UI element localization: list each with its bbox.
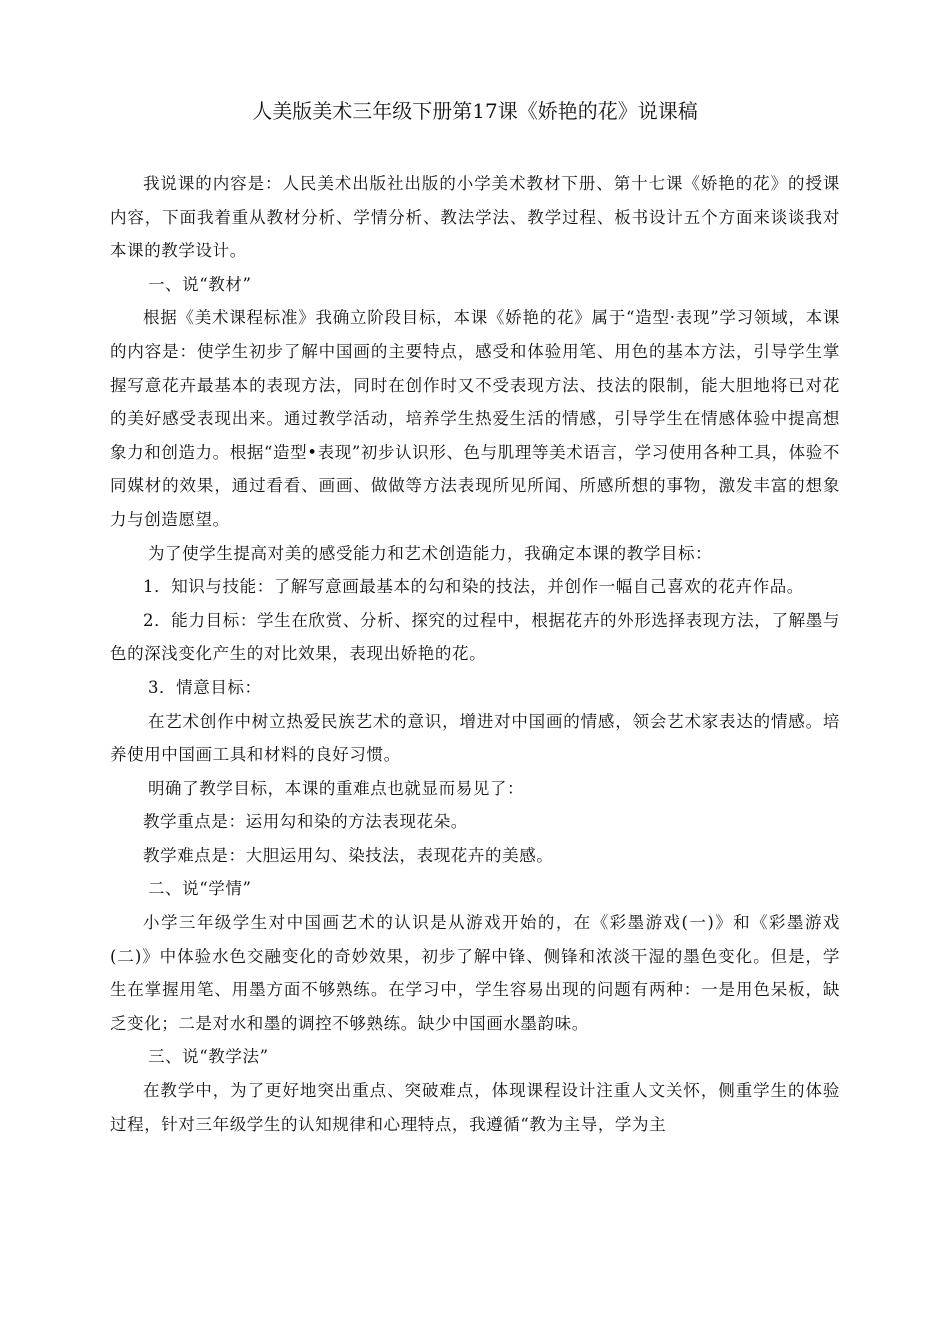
difficulty-paragraph: 教学难点是：大胆运用勾、染技法，表现花卉的美感。: [143, 845, 554, 865]
goal-knowledge-paragraph: 1．知识与技能：了解写意画最基本的勾和染的技法，并创作一幅自己喜欢的花卉作品。: [143, 577, 804, 597]
key-point-paragraph: 教学重点是：运用勾和染的方法表现花朵。: [143, 812, 468, 832]
intro-paragraph: 我说课的内容是：人民美术出版社出版的小学美术教材下册、第十七课《娇艳的花》的授课内容，下面我着重从教材分析、学情分析、教法学法、教学过程、板书设计五个方面来谈谈我对本课的教学设计。: [110, 174, 840, 261]
section-heading-methods: 三、说“教学法”: [147, 1047, 269, 1067]
key-points-intro: 明确了教学目标，本课的重难点也就显而易见了：: [147, 778, 525, 798]
methods-paragraph: 在教学中，为了更好地突出重点、突破难点，体现课程设计注重人文关怀，侧重学生的体验过程，针对三年级学生的认知规律和心理特点，我遵循“教为主导，学为主: [110, 1081, 840, 1134]
students-paragraph: 小学三年级学生对中国画艺术的认识是从游戏开始的，在《彩墨游戏(一)》和《彩墨游戏(二)》中体验水色交融变化的奇妙效果，初步了解中锋、侧锋和浓淡干湿的墨色变化。但是，学生在掌握用笔、用墨方面不够熟练。在学习中，学生容易出现的问题有两种：一是用色呆板，缺乏变化；二是对水和墨的调控不够熟练。缺少中国画水墨韵味。: [110, 913, 840, 1033]
goal-ability-paragraph: 2．能力目标：学生在欣赏、分析、探究的过程中，根据花卉的外形选择表现方法，了解墨与色的深浅变化产生的对比效果，表现出娇艳的花。: [110, 610, 840, 664]
goals-intro-paragraph: 为了使学生提高对美的感受能力和艺术创造能力，我确定本课的教学目标：: [147, 543, 713, 563]
goal-emotion-paragraph: 在艺术创作中树立热爱民族艺术的意识，增进对中国画的情感，领会艺术家表达的情感。培养使用中国画工具和材料的良好习惯。: [110, 711, 840, 765]
section-heading-students: 二、说“学情”: [147, 879, 252, 899]
document-title: 人美版美术三年级下册第17课《娇艳的花》说课稿: [252, 99, 698, 123]
textbook-paragraph: 根据《美术课程标准》我确立阶段目标，本课《娇艳的花》属于“造型·表现”学习领域，本课的内容是：使学生初步了解中国画的主要特点，感受和体验用笔、用色的基本方法，引导学生掌握写意花卉最基本的表现方法，同时在创作时又不受表现方法、技法的限制，能大胆地将已对花的美好感受表现出来。通过教学活动，培养学生热爱生活的情感，引导学生在情感体验中提高想象力和创造力。根据“造型•表现”初步认识形、色与肌理等美术语言，学习使用各种工具，体验不同媒材的效果，通过看看、画画、做做等方法表现所见所闻、所感所想的事物，激发丰富的想象力与创造愿望。: [110, 308, 840, 529]
section-heading-textbook: 一、说“教材”: [147, 274, 252, 294]
goal-emotion-heading: 3．情意目标：: [147, 677, 262, 697]
